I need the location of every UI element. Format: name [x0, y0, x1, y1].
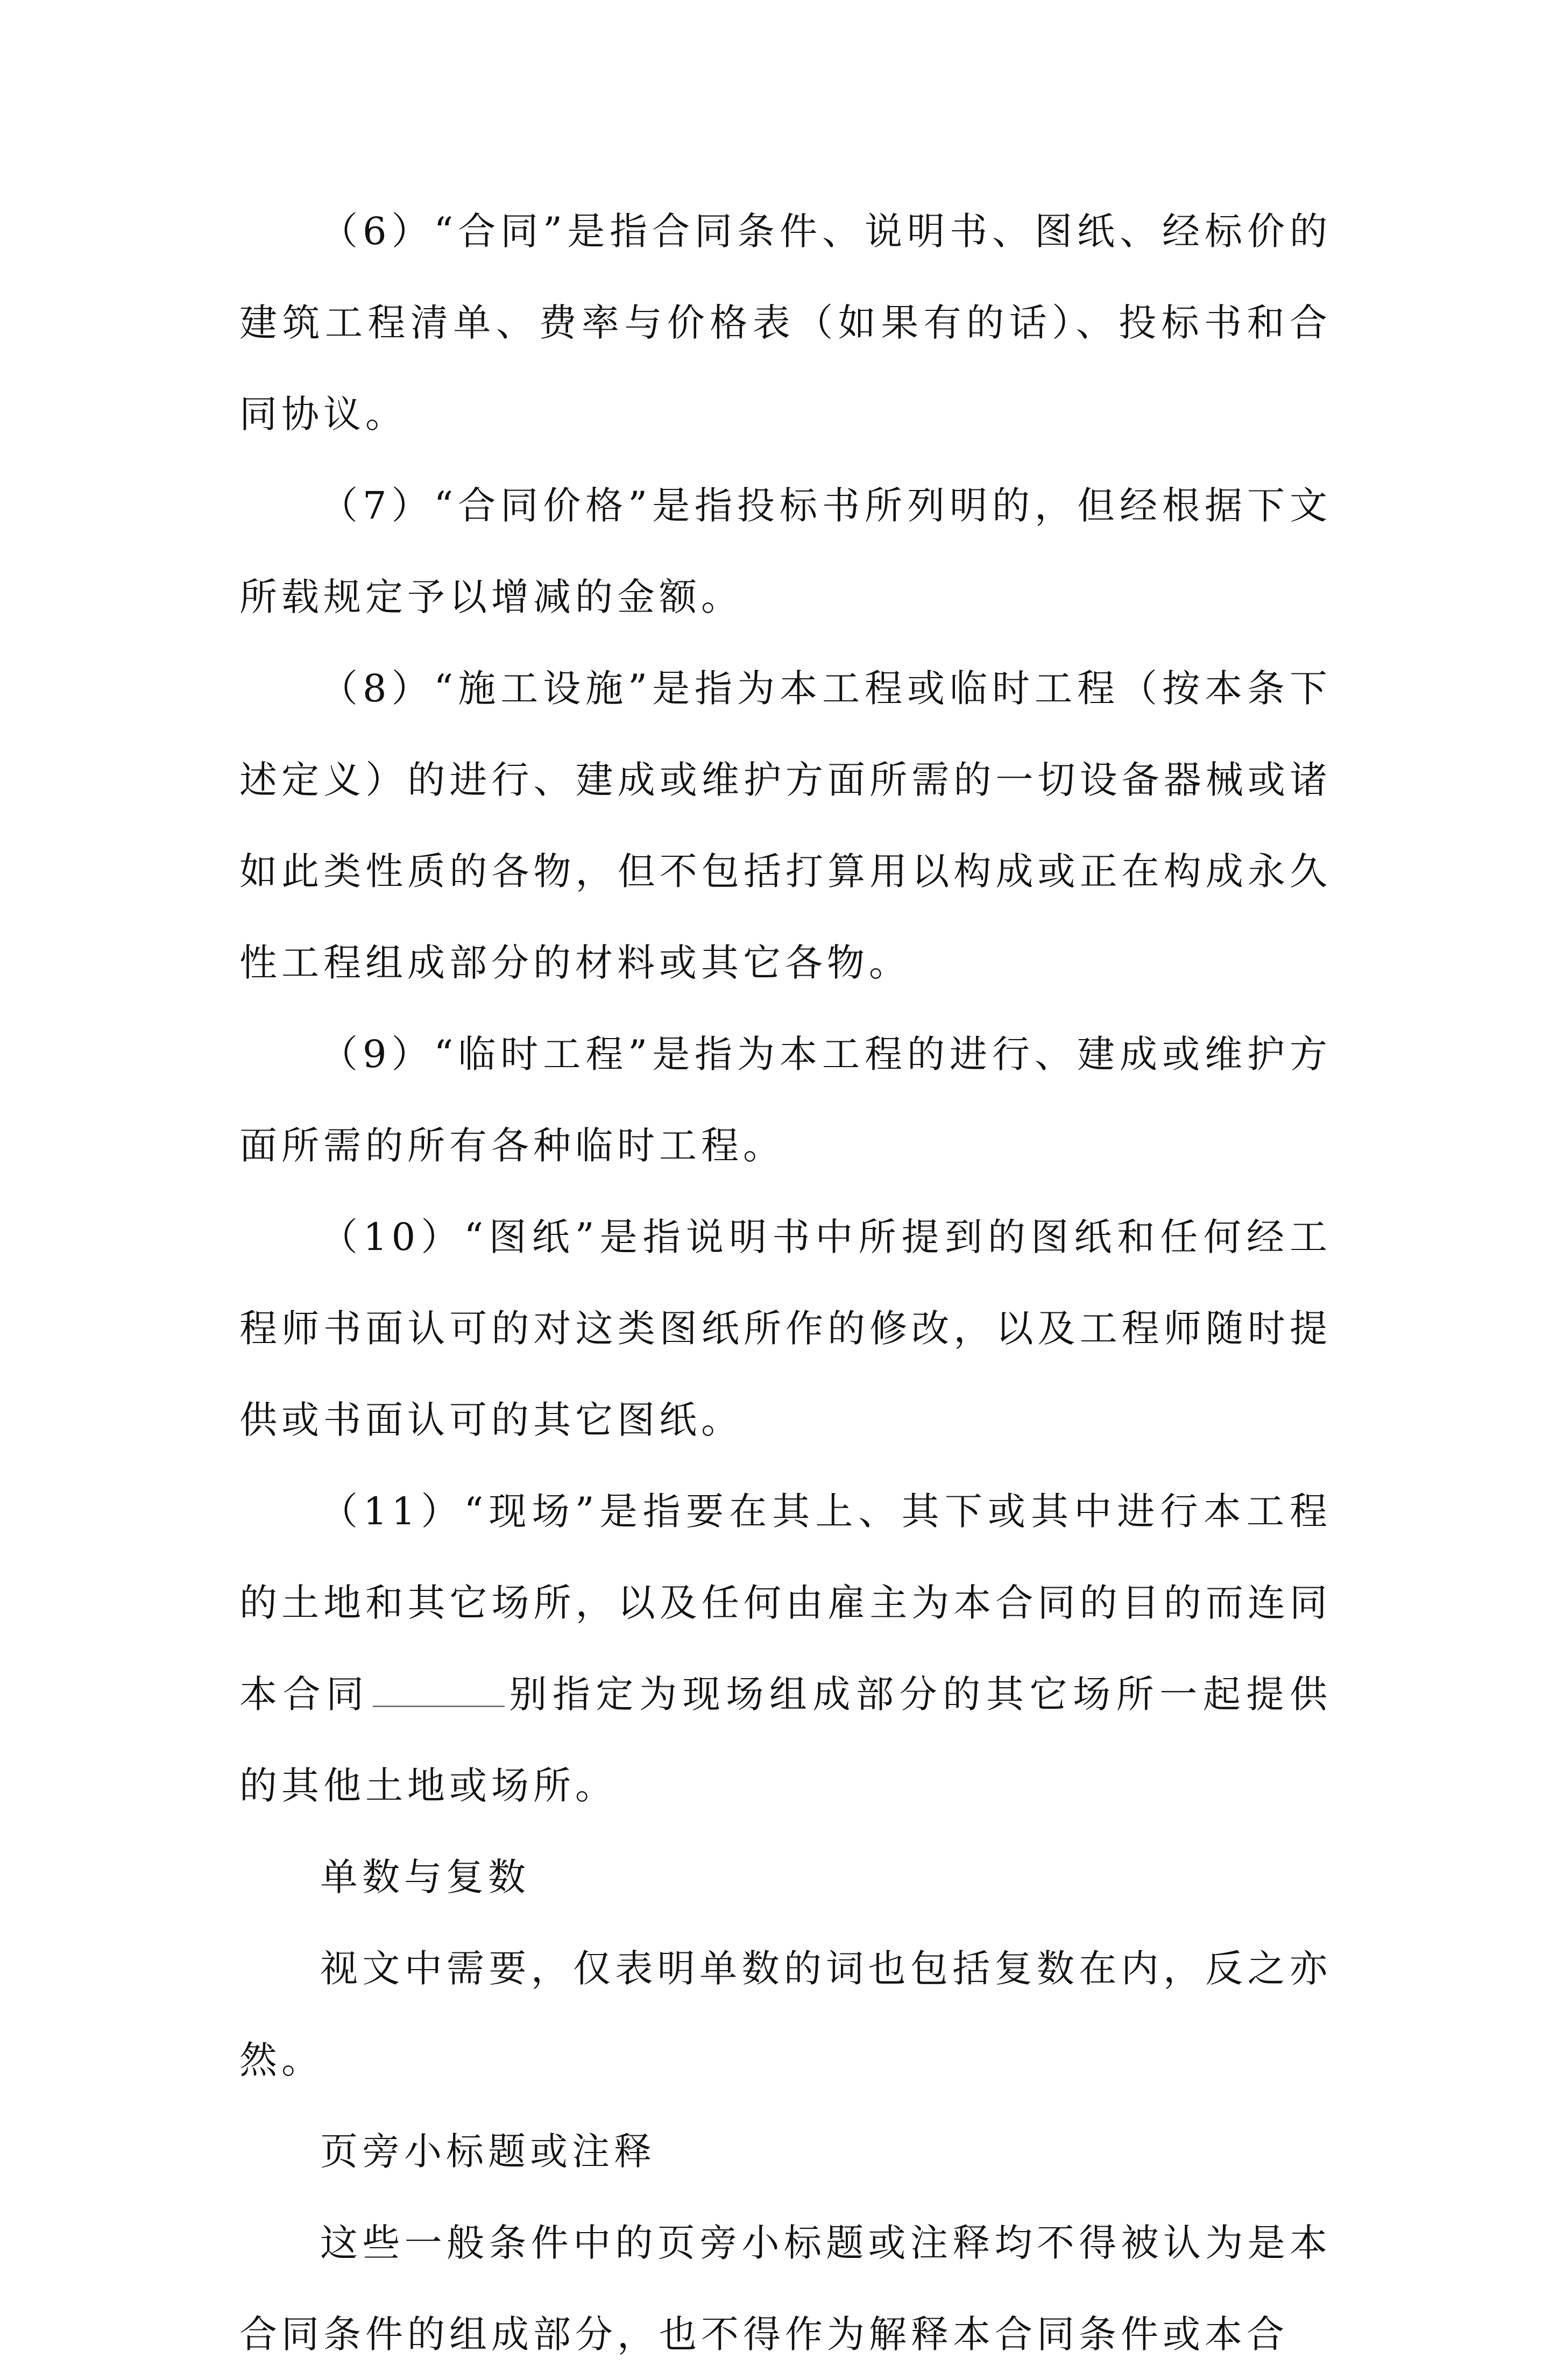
clause-11-text-end: 别指定为现场组成部分的其它场所一起提供的其他土地或场所。	[239, 1672, 1332, 1808]
clause-11-text-start: （11）“现场”是指要在其上、其下或其中进行本工程的土地和其它场所，以及任何由雇主为本合同的目的而连同本合同	[239, 1489, 1332, 1716]
fill-in-blank	[373, 1705, 505, 1707]
clause-9-temporary-works: （9）“临时工程”是指为本工程的进行、建成或维护方面所需的所有各种临时工程。	[239, 1032, 1332, 1168]
clause-8-construction-facilities: （8）“施工设施”是指为本工程或临时工程（按本条下述定义）的进行、建成或维护方面所需的一切设备器械或诸如此类性质的各物，但不包括打算用以构成或正在构成永久性工程组成部分的材料或其它各物。	[239, 666, 1332, 985]
document-body	[239, 186, 1332, 2380]
clause-6-contract: （6）“合同”是指合同条件、说明书、图纸、经标价的建筑工程清单、费率与价格表（如果有的话）、投标书和合同协议。	[239, 209, 1332, 436]
paragraph-singular-plural: 视文中需要，仅表明单数的词也包括复数在内，反之亦然。	[239, 1946, 1332, 2082]
paragraph-marginal-notes: 这些一般条件中的页旁小标题或注释均不得被认为是本合同条件的组成部分，也不得作为解释本合同条件或本合	[239, 2221, 1332, 2356]
clause-11-site	[239, 1466, 1332, 1831]
heading-singular-plural: 单数与复数	[320, 1855, 530, 1899]
clause-10-drawings: （10）“图纸”是指说明书中所提到的图纸和任何经工程师书面认可的对这类图纸所作的修改，以及工程师随时提供或书面认可的其它图纸。	[239, 1215, 1332, 1442]
clause-7-contract-price: （7）“合同价格”是指投标书所列明的，但经根据下文所载规定予以增减的金额。	[239, 484, 1332, 619]
heading-marginal-notes: 页旁小标题或注释	[320, 2129, 656, 2173]
